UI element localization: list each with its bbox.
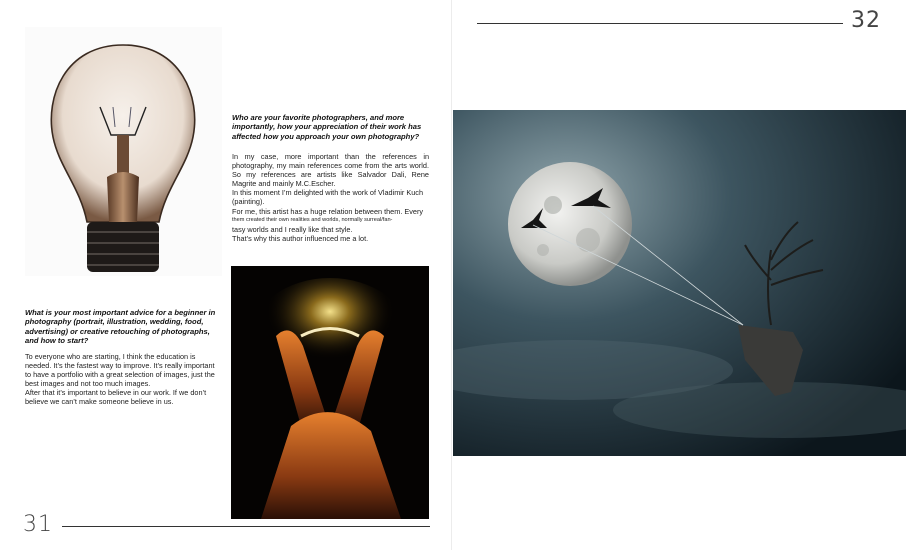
answer-paragraph: That’s why this author influenced me a lot. (232, 233, 369, 243)
footer-rule (62, 526, 430, 527)
hands-glowing-filament-photo (231, 266, 429, 519)
left-page (0, 0, 452, 550)
answer-paragraph: tasy worlds and I really like that style. (232, 224, 353, 234)
answer-paragraph: In my case, more important than the references in photography, my main references come from the arts world. So my references are artists like Salvador Dali, Rene Magrite and mainly M.C.Escher. (232, 152, 429, 189)
page-number: 31 (23, 512, 53, 537)
question-beginner-advice: What is your most important advice for a beginner in photography (portrait, illustration, wedding, food, advertising) or creative retouching of photographs, and how to start? (25, 308, 216, 346)
lightbulb-photo (25, 27, 222, 276)
header-rule (477, 23, 843, 24)
answer-paragraph: them created their own realities and worlds, normally surreal/fan- (232, 216, 393, 223)
surreal-moon-photo (453, 110, 906, 456)
question-favorite-photographers: Who are your favorite photographers, and more importantly, how your appreciation of their work has affected how you approach your own photography? (232, 113, 422, 141)
answer-paragraph: For me, this artist has a huge relation between them. Every (232, 206, 424, 216)
page-number: 32 (851, 8, 881, 33)
answer-paragraph: After that it’s important to believe in our work. If we don’t believe we can’t make someone believe in us. (25, 388, 207, 407)
answer-beginner-advice (25, 352, 222, 407)
answer-paragraph: To everyone who are starting, I think the education is needed. It’s the fastest way to improve. It’s really important to have a portfolio with a great selection of images, just the best images and not too much images. (25, 352, 215, 389)
answer-favorite-photographers (232, 152, 429, 243)
answer-paragraph: In this moment I’m delighted with the work of Vladimir Kuch (painting). (232, 188, 424, 207)
